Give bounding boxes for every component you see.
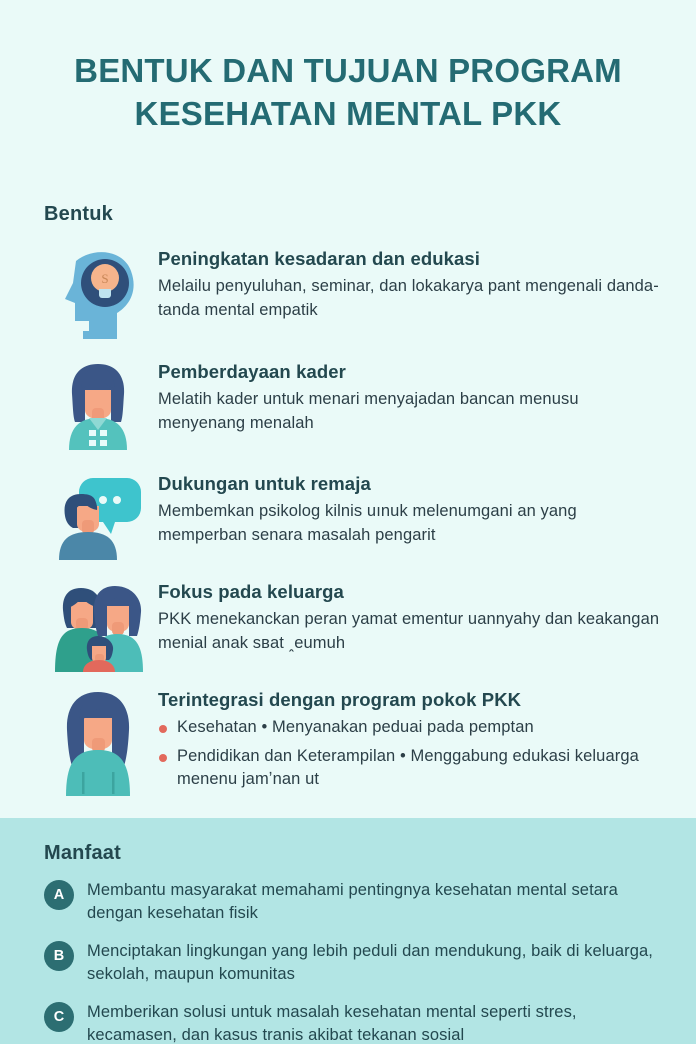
list-item-title: Terintegrasi dengan program pokok PKK (158, 689, 522, 710)
list-item-text: Membantu masyarakat memahami pentingnya kesehatan mental setara dengan kesehatan fisik (87, 881, 618, 923)
page-title: BENTUK DAN TUJUAN PROGRAM KESEHATAN MENTAL PKK (74, 52, 622, 132)
manfaat-list (0, 865, 696, 1044)
list-item-body (148, 360, 670, 436)
list-item-text: Menciptakan lingkungan yang lebih peduli dan mendukung, baik di keluarga, sekolah, maupun komunitas (87, 941, 653, 984)
family-icon (48, 580, 148, 672)
list-item-body (148, 688, 670, 796)
list-item (0, 580, 696, 672)
list-item-desc: Melatih kader untuk menari menyajadan bancan menusu menyenang menalah (158, 390, 579, 433)
person-speech-bubble-icon (48, 472, 148, 560)
woman-long-hair-icon (48, 688, 148, 796)
list-item (44, 879, 666, 926)
list-item-text: Memberikan solusi untuk masalah kesehatan mental seperti stres, kecamasen, dan kasus tranis akibat tekanan sosial (87, 1002, 577, 1044)
list-item-title: Fokus pada keluarga (158, 581, 344, 602)
list-item (0, 247, 696, 339)
bentuk-list (0, 247, 696, 796)
woman-cadre-icon (48, 360, 148, 450)
head-lightbulb-icon (48, 247, 148, 339)
list-item-title: Peningkatan kesadaran dan edukasi (158, 248, 481, 269)
status-badge: C (44, 1002, 74, 1032)
list-item-desc: Melailu penyuluhan, seminar, dan lokakarya pant mengenali danda-tanda mental empatik (158, 277, 659, 320)
list-item (0, 688, 696, 796)
list-item-body (148, 580, 670, 656)
list-item-body (148, 472, 670, 548)
list-item-desc: Membemkan psikolog kilnis uınuk melenumgani an yang memperban senara masalah pengarit (158, 502, 577, 545)
list-item-title: Pemberdayaan kader (158, 361, 346, 382)
list-item-body (148, 247, 670, 323)
bentuk-heading: Bentuk (44, 203, 113, 225)
list-item-title: Dukungan untuk remaja (158, 473, 371, 494)
bullet-item: Pendidikan dan Keterampilan • Menggabung edukasi keluarga menenu jamʼnan ut (158, 745, 670, 792)
list-item-bullets (158, 716, 670, 791)
svg-text:S: S (101, 271, 109, 286)
manfaat-section (0, 818, 696, 1044)
list-item-desc: PKK menekanckan peran yamat ementur uannyahy dan keakangan menial anak sʙat ꞈeumuh (158, 610, 660, 653)
manfaat-heading: Manfaat (44, 842, 121, 864)
status-badge: B (44, 941, 74, 971)
list-item (0, 360, 696, 450)
bullet-item: Kesehatan • Menyanakan peduai pada pemptan (158, 716, 670, 739)
status-badge: A (44, 880, 74, 910)
list-item (0, 472, 696, 560)
list-item (44, 940, 666, 987)
list-item (44, 1001, 666, 1044)
